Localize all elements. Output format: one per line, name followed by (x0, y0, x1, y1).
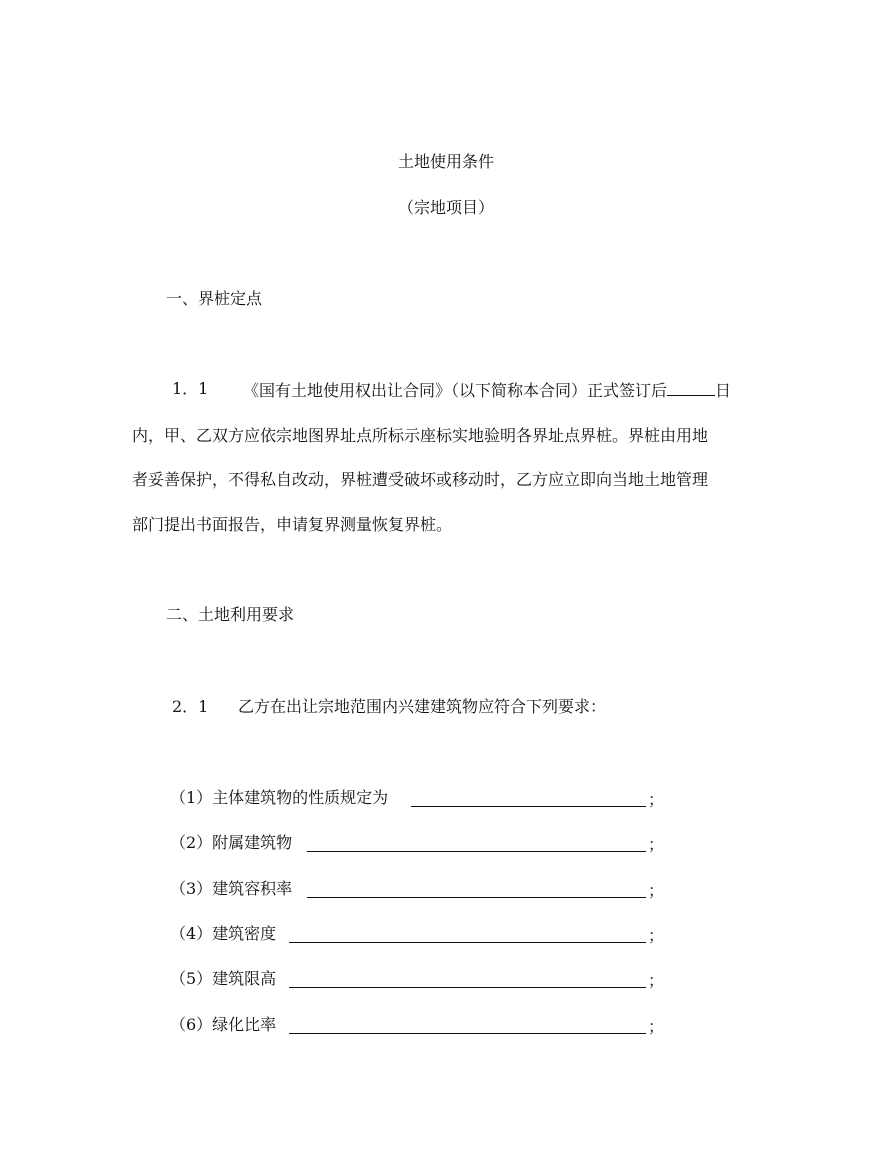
clause-1-1-line-1-text: 《国有土地使用权出让合同》（以下简称本合同）正式签订后 (243, 381, 668, 400)
requirement-1-label: （1）主体建筑物的性质规定为 (170, 788, 389, 807)
requirement-2-blank (307, 851, 646, 852)
requirement-4-blank (289, 942, 646, 943)
requirement-6-label: （6）绿化比率 (170, 1015, 277, 1034)
requirement-5-label: （5）建筑限高 (170, 969, 277, 988)
clause-2-1-number: 2．1 (172, 697, 209, 716)
requirement-1-end: ； (648, 790, 665, 809)
requirement-2-end: ； (648, 835, 665, 854)
requirement-3-end: ； (648, 881, 665, 900)
requirement-1-blank (411, 806, 646, 807)
clause-1-1-line-1 (243, 379, 731, 401)
requirement-3-label: （3）建筑容积率 (170, 879, 293, 898)
requirement-4-end: ； (648, 926, 665, 945)
clause-1-1-line-4: 部门提出书面报告，申请复界测量恢复界桩。 (132, 515, 453, 534)
document-title: 土地使用条件 (397, 152, 494, 171)
requirement-2-label: （2）附属建筑物 (170, 833, 293, 852)
requirement-3-blank (307, 897, 646, 898)
requirement-4-label: （4）建筑密度 (170, 924, 277, 943)
clause-1-1-line-2: 内，甲、乙双方应依宗地图界址点所标示座标实地验明各界址点界桩。界桩由用地 (132, 426, 709, 445)
days-blank (667, 379, 715, 396)
requirement-5-blank (289, 987, 646, 988)
section-1-heading: 一、界桩定点 (166, 289, 263, 308)
requirement-6-end: ； (648, 1017, 665, 1036)
clause-1-1-line-1-tail: 日 (715, 381, 732, 400)
document-subtitle: （宗地项目） (397, 198, 494, 217)
clause-2-1-text: 乙方在出让宗地范围内兴建建筑物应符合下列要求： (238, 697, 607, 716)
requirement-6-blank (289, 1033, 646, 1034)
requirement-5-end: ； (648, 971, 665, 990)
clause-1-1-line-3: 者妥善保护，不得私自改动，界桩遭受破坏或移动时，乙方应立即向当地土地管理 (132, 470, 709, 489)
section-2-heading: 二、土地利用要求 (166, 605, 295, 624)
clause-1-1-number: 1．1 (172, 379, 209, 398)
